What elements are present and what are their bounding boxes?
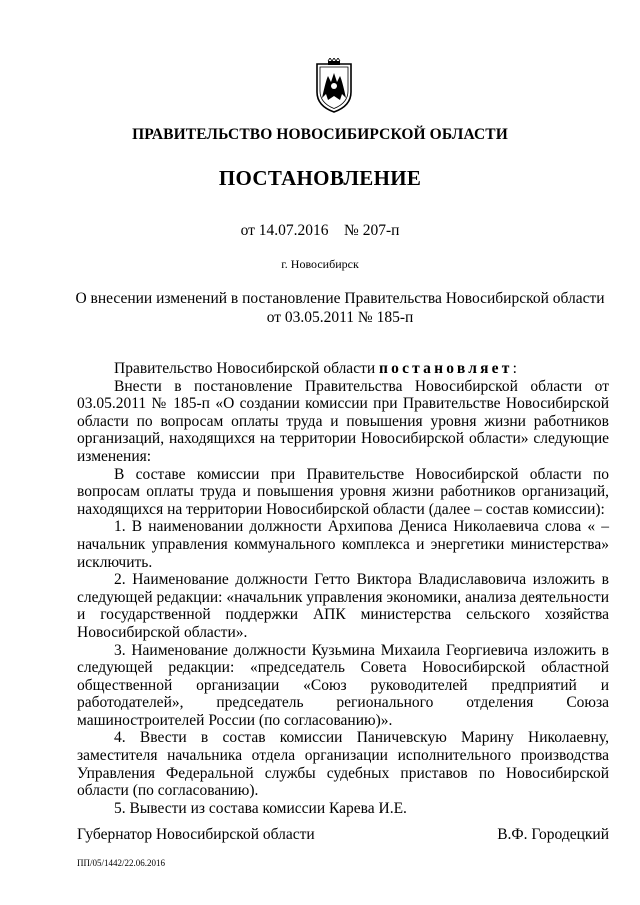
document-subject — [70, 289, 610, 327]
signatory-name: В.Ф. Городецкий — [497, 826, 609, 843]
intro-paragraph: Правительство Новосибирской области постановляет: — [114, 360, 517, 377]
coat-of-arms-emblem-icon — [313, 58, 355, 114]
document-date: от 14.07.2016 — [240, 222, 329, 239]
list-item-4: 4. Ввести в состав комиссии Паничевскую Марину Николаевну, заместителя начальника отдела организации исполнительного производства Управления Федеральной службы судебных приставов по Новосибирской области (по согласованию). — [77, 729, 609, 800]
document-type-title: ПОСТАНОВЛЕНИЕ — [218, 166, 422, 190]
city-label: г. Новосибирск — [281, 257, 359, 271]
resolution-verb: постановляет — [379, 360, 513, 377]
paragraph-composition: В составе комиссии при Правительстве Новосибирской области по вопросам оплаты труда и повышения уровня жизни работников организаций, находящихся на территории Новосибирской области (далее – состав комиссии): — [77, 465, 609, 518]
date-number-line — [0, 222, 640, 240]
organization-name: ПРАВИТЕЛЬСТВО НОВОСИБИРСКОЙ ОБЛАСТИ — [132, 126, 508, 143]
list-item-3: 3. Наименование должности Кузьмина Михаила Георгиевича изложить в следующей редакции: «председатель Совета Новосибирской областной общественной организации «Союз руководителей предприятий и работодателей», председатель регионального отделения Союза машиностроителей России (по согласованию)». — [77, 641, 609, 729]
document-number: № 207-п — [344, 222, 400, 239]
list-item-5: 5. Вывести из состава комиссии Карева И.Е. — [114, 799, 407, 817]
list-item-2: 2. Наименование должности Гетто Виктора Владиславовича изложить в следующей редакции: «начальник управления экономики, анализа деятельности и государственной поддержки АПК министерства сельского хозяйства Новосибирской области». — [77, 571, 609, 641]
signature-block — [77, 826, 609, 844]
list-item-1: 1. В наименовании должности Архипова Дениса Николаевича слова « – начальник управления коммунального комплекса и энергетики министерства» исключить. — [77, 518, 609, 571]
signatory-position: Губернатор Новосибирской области — [77, 826, 315, 843]
paragraph-amendment: Внести в постановление Правительства Новосибирской области от 03.05.2011 № 185-п «О создании комиссии при Правительстве Новосибирской области по вопросам оплаты труда и повышения уровня жизни работников организаций, находящихся на территории Новосибирской области» следующие изменения: — [77, 377, 609, 465]
subject-line-2: от 03.05.2011 № 185-п — [266, 309, 414, 326]
subject-line-1: О внесении изменений в постановление Правительства Новосибирской области — [75, 290, 605, 307]
footer-code: ПП/05/1442/22.06.2016 — [77, 858, 166, 868]
document-body — [77, 360, 609, 817]
